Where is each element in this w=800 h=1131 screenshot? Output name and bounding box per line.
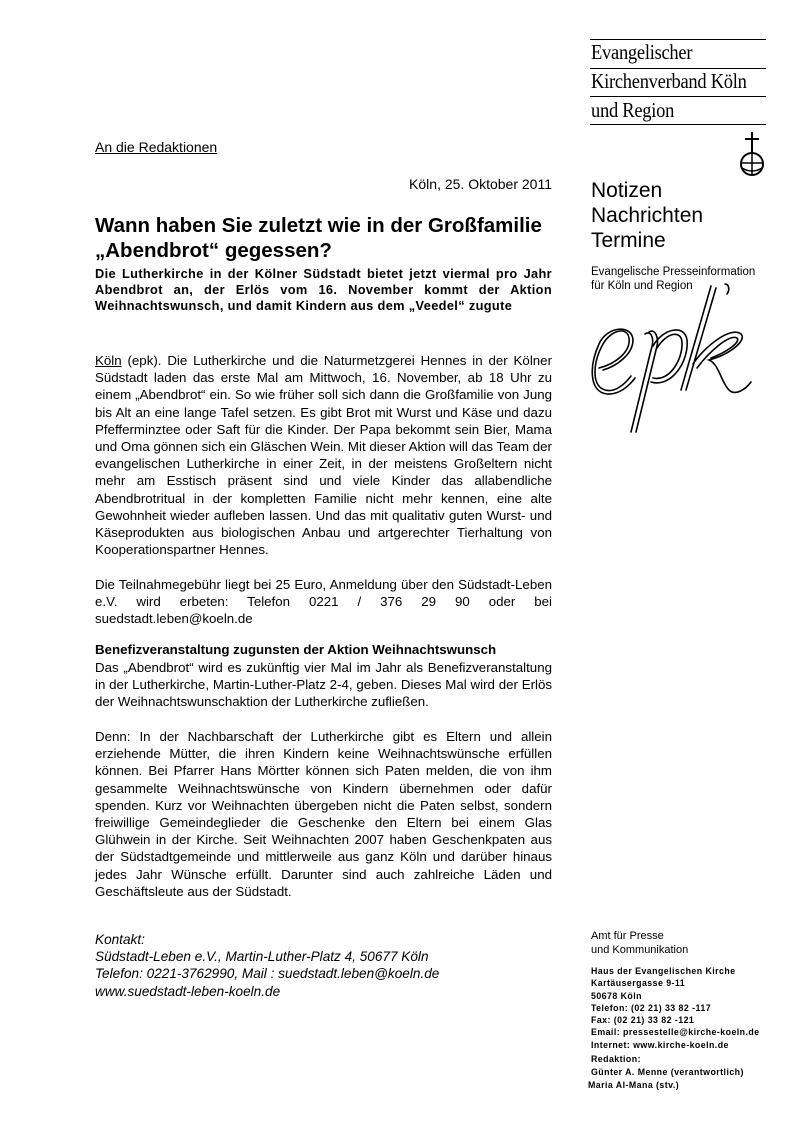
org-name-line-3: und Region: [591, 98, 675, 122]
office-address: [591, 965, 760, 1051]
cross-globe-logo-icon: [738, 130, 766, 176]
address-line: Telefon: (02 21) 33 82 -117: [591, 1002, 712, 1013]
notizen-line-2: Nachrichten: [591, 204, 704, 227]
paragraph-4: Denn: In der Nachbarschaft der Lutherkirche gibt es Eltern und allein erziehende Mütter, die ihren Kindern keine Weihnachtswünsche erfüllen können. Bei Pfarrer Hans Mörtter können sich Paten melden, die von ihm gesammelte Weihnachtswünsche von Kindern übernehmen oder dafür spenden. Kurz vor Weihnachten übergeben nicht die Paten selbst, sondern freiwillige Gemeindeglieder die Geschenke den Eltern bei einem Glas Glühwein in der Kirche. Seit Weihnachten 2007 haben Geschenkpaten aus der Südstadtgemeinde und mittlerweile aus ganz Köln und darüber hinaus jedes Jahr Wünsche erfüllt. Darunter sind auch zahlreiche Läden und Geschäftsleute aus der Südstadt.: [95, 729, 552, 899]
address-line: Kartäusergasse 9-11: [591, 978, 686, 989]
contact-phone-mail: Telefon: 0221-3762990, Mail : suedstadt.leben@koeln.de: [95, 966, 440, 982]
section-heading: Benefizveranstaltung zugunsten der Aktion Weihnachtswunsch: [95, 642, 497, 657]
notizen-line-3: Termine: [591, 229, 666, 252]
contact-block: [95, 931, 552, 1000]
address-line: Email: pressestelle@kirche-koeln.de: [591, 1027, 760, 1038]
contact-website: www.suedstadt-leben-koeln.de: [95, 983, 281, 999]
presseinfo-line-1: Evangelische Presseinformation: [591, 266, 756, 278]
contact-address: Südstadt-Leben e.V., Martin-Luther-Platz 4, 50677 Köln: [95, 949, 429, 965]
header-rule-2: [590, 96, 766, 97]
address-line: Fax: (02 21) 33 82 -121: [591, 1015, 695, 1026]
office-name-line-2: und Kommunikation: [591, 943, 689, 956]
paragraph-2: Die Teilnahmegebühr liegt bei 25 Euro, Anmeldung über den Südstadt-Leben e.V. wird erbeten: Telefon 0221 / 376 29 90 oder bei suedstadt.leben@koeln.de: [95, 577, 552, 627]
editor-name: Günter A. Menne (verantwortlich): [591, 1066, 744, 1077]
editor-name: Maria Al-Mana (stv.): [588, 1079, 680, 1090]
epk-logo-icon: [585, 282, 765, 442]
editorial-label: Redaktion:: [591, 1054, 641, 1064]
office-name: [591, 930, 688, 957]
header-rule-3: [590, 124, 766, 125]
address-line: 50678 Köln: [591, 990, 642, 1001]
presseinfo-line-2: für Köln und Region: [591, 280, 693, 292]
place-name: Köln: [95, 353, 122, 368]
notizen-block: [591, 178, 703, 253]
address-line: Internet: www.kirche-koeln.de: [591, 1039, 729, 1050]
notizen-line-1: Notizen: [591, 179, 663, 202]
recipients-line: An die Redaktionen: [95, 139, 218, 155]
subheadline: Die Lutherkirche in der Kölner Südstadt bietet jetzt viermal pro Jahr Abendbrot an, der Erlös vom 16. November kommt der Aktion Weihnachtswunsch, und damit Kindern aus dem „Veedel“ zugute: [95, 266, 552, 314]
office-name-line-1: Amt für Presse: [591, 930, 664, 942]
paragraph-3: Das „Abendbrot“ wird es zukünftig vier Mal im Jahr als Benefizveranstaltung in der Lutherkirche, Martin-Luther-Platz 2-4, geben. Dieses Mal wird der Erlös der Weihnachtswunschaktion der Lutherkirche zufließen.: [95, 660, 552, 710]
address-line: Haus der Evangelischen Kirche: [591, 966, 736, 976]
editorial-team: [588, 1053, 744, 1091]
org-name-line-1: Evangelischer: [591, 40, 693, 64]
letter-date: Köln, 25. Oktober 2011: [409, 176, 552, 192]
paragraph-1-text: (epk). Die Lutherkirche und die Naturmetzgerei Hennes in der Kölner Südstadt laden das erste Mal am Mittwoch, 16. November, ab 18 Uhr zu einem „Abendbrot“ ein. So wie früher soll sich dann die Großfamilie von Jung bis Alt an eine lange Tafel setzen. Es gibt Brot mit Wurst und Käse und dazu Pfefferminztee oder Saft für die Kinder. Der Papa bekommt sein Bier, Mama und Oma gönnen sich ein Gläschen Wein. Mit dieser Aktion will das Team der evangelischen Lutherkirche in einer Zeit, in der meistens Großeltern nicht mehr am Esstisch präsent sind und viele Kinder das allabendliche Abendbrotritual in der kompletten Familie nicht mehr kennen, eine alte Gewohnheit wieder aufleben lassen. Und das mit qualitativ guten Wurst- und Käseprodukten aus biologischen Anbau und artgerechter Tierhaltung von Kooperationspartner Hennes.: [95, 353, 552, 558]
headline: Wann haben Sie zuletzt wie in der Großfamilie „Abendbrot“ gegessen?: [95, 214, 542, 262]
org-name-line-2: Kirchenverband Köln: [591, 69, 747, 93]
paragraph-1: [95, 352, 552, 558]
contact-label: Kontakt:: [95, 932, 145, 947]
